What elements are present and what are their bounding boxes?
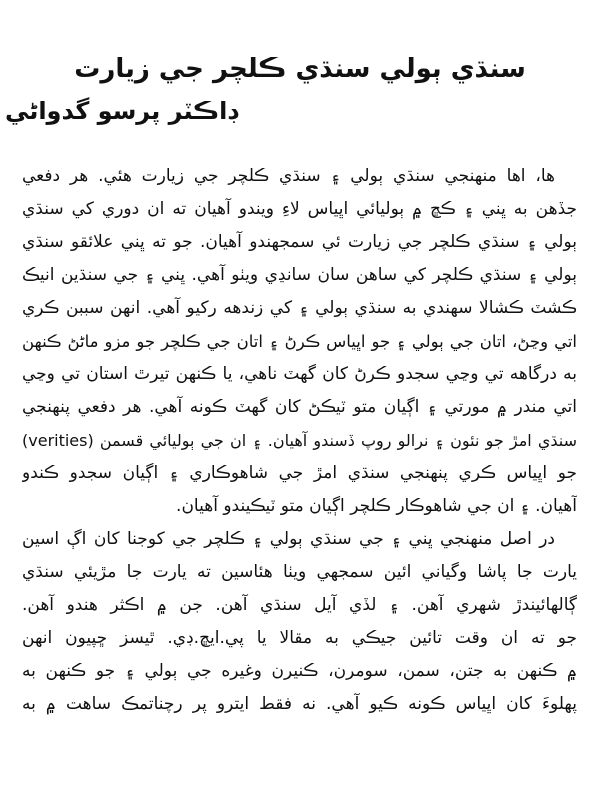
body-line: به درگاهه تي وڃي سجدو ڪرڻ کان گهٽ ناهي، يا ڪنهن تيرٿ استان تي وڃي — [22, 364, 577, 384]
body-line: جو ته ان وقت تائين جيڪي به مقالا يا پي.ايڇ.ڊي. ٿيسز ڇپيون انهن — [22, 628, 577, 648]
body-line: يارت جا پاشا وگياني ائين سمجهي ويٺا هئاسين ته يارت جا مڙيئي سنڌي — [22, 562, 577, 582]
body-line: ٻولي ۽ سنڌي ڪلچر جي زيارت ئي سمجهندو آهيان. جو ته ڀني علائقو سنڌي — [22, 232, 577, 252]
body-line: ڪشٽ ڪشالا سهندي به سنڌي ٻولي ۽ کي زندهه رکيو آهي. انهن سببن ڪري — [22, 298, 577, 318]
body-line: اتي وڃڻ، اتان جي ٻولي ۽ جو اڀياس ڪرڻ ۽ اتان جي ڪلچر جو مزو ماڻڻ ڪنهن — [22, 332, 577, 351]
author-name: ڊاڪٽر پرسو گدواڻي — [5, 97, 238, 125]
body-line: ڳالهائيندڙ شهري آهن. ۽ لڏي آيل سنڌي آهن. جن ۾ اڪثر هندو آهن. — [22, 595, 577, 615]
article-body — [22, 160, 577, 721]
body-line: در اصل منهنجي ڀني ۽ جي سنڌي ٻولي ۽ ڪلچر جي کوجنا کان اڳ اسين — [22, 529, 555, 549]
body-line: ها، اها منهنجي سنڌي ٻولي ۽ سنڌي ڪلچر جي زيارت هئي. هر دفعي — [22, 166, 555, 186]
body-line: پهلوءَ کان اڀياس ڪونه ڪيو آهي. نه فقط ايترو پر رچناتمڪ ساهت ۾ به — [22, 694, 577, 714]
body-line: اتي مندر ۾ مورتي ۽ اڳيان متو ٽيڪڻ کان گهٽ ڪونه آهي. هر دفعي پنهنجي — [22, 397, 577, 417]
article-title: سنڌي ٻولي سنڌي ڪلچر جي زيارت — [74, 54, 526, 84]
body-line: جو اڀياس ڪري پنهنجي سنڌي امڙ جي شاهوڪاري ۽ اڳيان سجدو ڪندو — [22, 463, 577, 483]
body-line: سنڌي امڙ جو نئون ۽ نرالو روپ ڏسندو آهيان. ۽ ان جي ٻوليائي قسمن (verities) — [22, 431, 577, 450]
body-line: جڏهن به ڀني ۽ ڪڇ ۾ ٻوليائي اڀياس لاءِ ويندو آهيان ته ان دوري کي سنڌي — [22, 199, 577, 219]
body-line: ٻولي ۽ سنڌي ڪلچر کي ساهن سان سانڍي ويٺو آهي. ڀني ۽ جي سنڌين انيڪ — [22, 265, 577, 285]
body-line: ۾ ڪنهن به جتن، سمن، سومرن، ڪنيرن وغيره جي ٻولي ۽ جو ڪنهن به — [22, 661, 577, 681]
body-line: آهيان. ۽ ان جي شاهوڪار ڪلچر اڳيان متو ٽيڪيندو آهيان. — [176, 496, 577, 516]
